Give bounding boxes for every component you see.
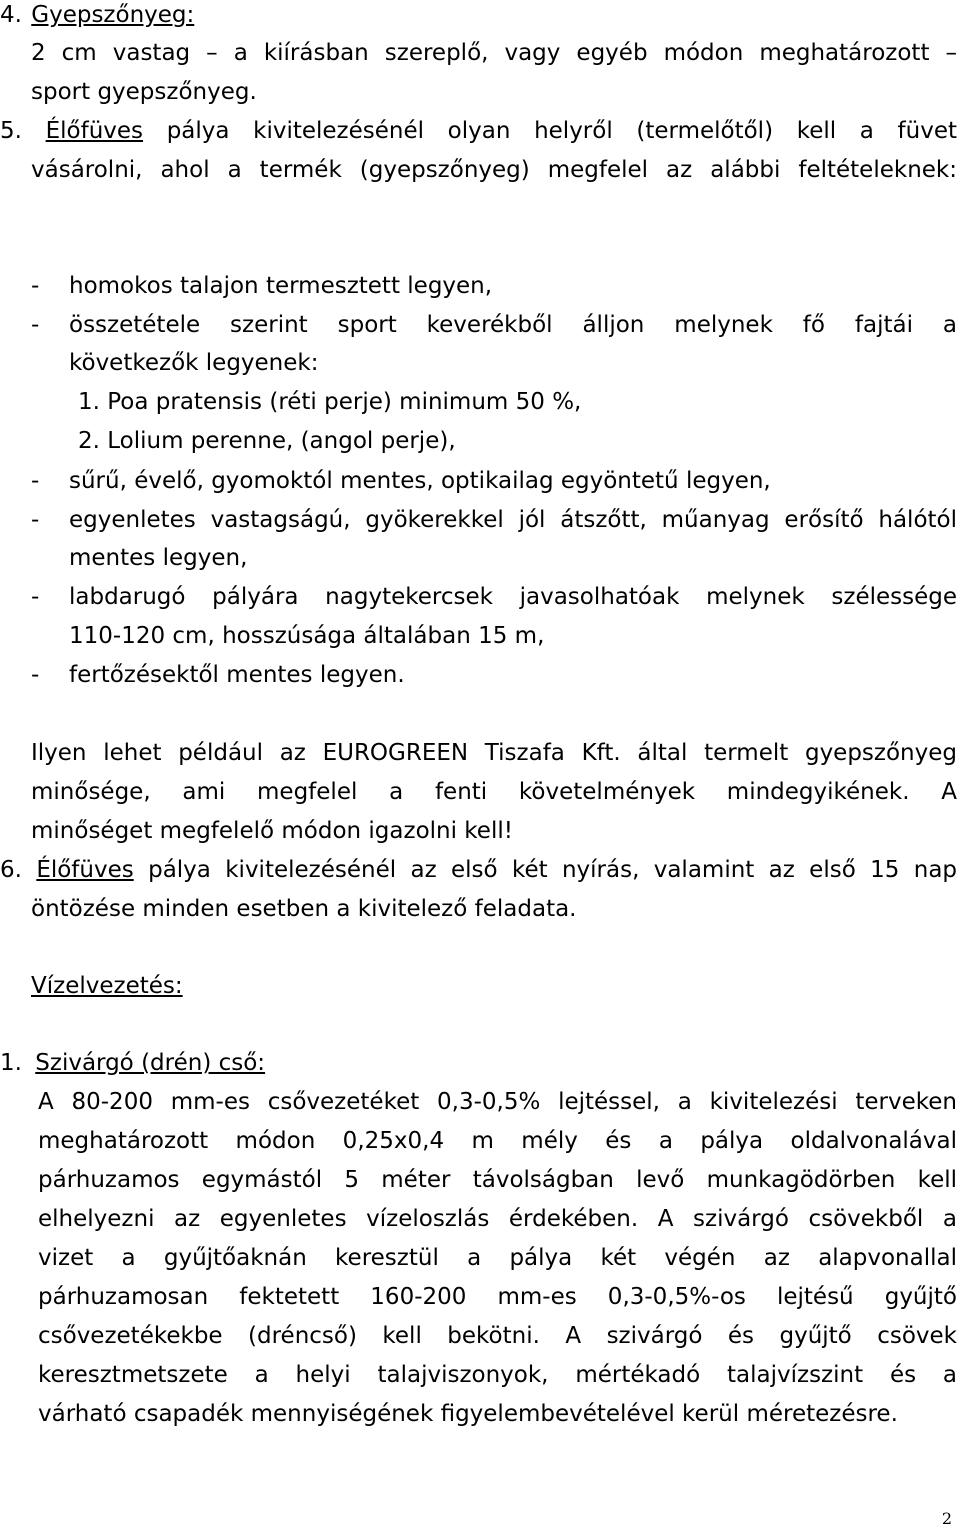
bullet-text: fertőzésektől mentes legyen. (69, 662, 405, 688)
bullet-dash: - (31, 312, 40, 338)
bullet-dash: - (31, 468, 40, 494)
item-6-line-2: öntözése minden esetben a kivitelező feladata. (31, 896, 577, 922)
paragraph-line: meghatározott módon 0,25x0,4 m mély és a pálya oldalvonalával (38, 1128, 957, 1154)
bullet-text: összetétele szerint sport keverékből álljon melynek fő fajtái a (69, 312, 957, 338)
paragraph-line: keresztmetszete a helyi talajviszonyok, mértékadó talajvízszint és a (38, 1362, 957, 1388)
note-line-1: Ilyen lehet például az EUROGREEN Tiszafa Kft. által termelt gyepszőnyeg (31, 740, 957, 766)
item-5-line-2: vásárolni, ahol a termék (gyepszőnyeg) megfelel az alábbi feltételeknek: (31, 157, 957, 183)
bullet-dash: - (31, 584, 40, 610)
bullet-text: homokos talajon termesztett legyen, (69, 273, 493, 299)
item-number: 5. (0, 118, 22, 144)
bullet-text: labdarugó pályára nagytekercsek javasolhatóak melynek szélessége (69, 584, 957, 610)
bullet-text: egyenletes vastagságú, gyökerekkel jól átszőtt, műanyag erősítő hálótól (69, 507, 957, 533)
item-4-heading-line (0, 0, 194, 30)
item-6-line-1 (0, 855, 957, 885)
bullet-text: következők legyenek: (69, 350, 319, 376)
bullet-dash: - (31, 507, 40, 533)
paragraph-line: csővezetékekbe (dréncső) kell bekötni. A szivárgó és gyűjtő csövek (38, 1323, 957, 1349)
item-5-keyword: Élőfüves (45, 118, 144, 144)
item-6-keyword: Élőfüves (36, 857, 134, 883)
bullet-dash: - (31, 273, 40, 299)
item-5-line-1 (0, 116, 957, 146)
paragraph-line: elhelyezni az egyenletes vízeloszlás érdekében. A szivárgó csövekből a (38, 1206, 957, 1232)
note-line-3: minőséget megfelelő módon igazolni kell! (31, 818, 513, 844)
subsection-title: Szivárgó (drén) cső: (35, 1050, 266, 1076)
list-item: 2. Lolium perenne, (angol perje), (78, 428, 456, 454)
item-number: 1. (0, 1050, 22, 1076)
item-6-line-1-rest: pálya kivitelezésénél az első két nyírás, valamint az első 15 nap (148, 857, 958, 883)
note-line-2: minősége, ami megfelel a fenti követelmények mindegyikének. A (31, 779, 957, 805)
item-4-text-line-2: sport gyepszőnyeg. (31, 79, 257, 105)
paragraph-line: A 80-200 mm-es csővezetéket 0,3-0,5% lejtéssel, a kivitelezési terveken (38, 1089, 957, 1115)
paragraph-line: párhuzamos egymástól 5 méter távolságban levő munkagödörben kell (38, 1167, 957, 1193)
item-4-text-line-1: 2 cm vastag – a kiírásban szereplő, vagy egyéb módon meghatározott – (31, 40, 957, 66)
item-number: 4. (0, 2, 22, 28)
bullet-text: 110-120 cm, hosszúsága általában 15 m, (69, 623, 545, 649)
item-number: 6. (0, 857, 22, 883)
paragraph-line: párhuzamosan fektetett 160-200 mm-es 0,3-0,5%-os lejtésű gyűjtő (38, 1284, 957, 1310)
subsection-heading (0, 1048, 265, 1078)
item-5-line-1-rest: pálya kivitelezésénél olyan helyről (termelőtől) kell a füvet (166, 118, 957, 144)
item-4-heading: Gyepszőnyeg: (31, 2, 195, 28)
paragraph-line: vizet a gyűjtőaknán keresztül a pálya két végén az alapvonallal (38, 1245, 957, 1271)
list-item: 1. Poa pratensis (réti perje) minimum 50 %, (78, 389, 582, 415)
bullet-text: mentes legyen, (69, 545, 248, 571)
bullet-dash: - (31, 662, 40, 688)
section-title: Vízelvezetés: (31, 973, 183, 999)
page-number: 2 (941, 1509, 952, 1528)
paragraph-line: várható csapadék mennyiségének figyelembevételével kerül méretezésre. (38, 1401, 898, 1427)
bullet-text: sűrű, évelő, gyomoktól mentes, optikailag egyöntetű legyen, (69, 468, 771, 494)
